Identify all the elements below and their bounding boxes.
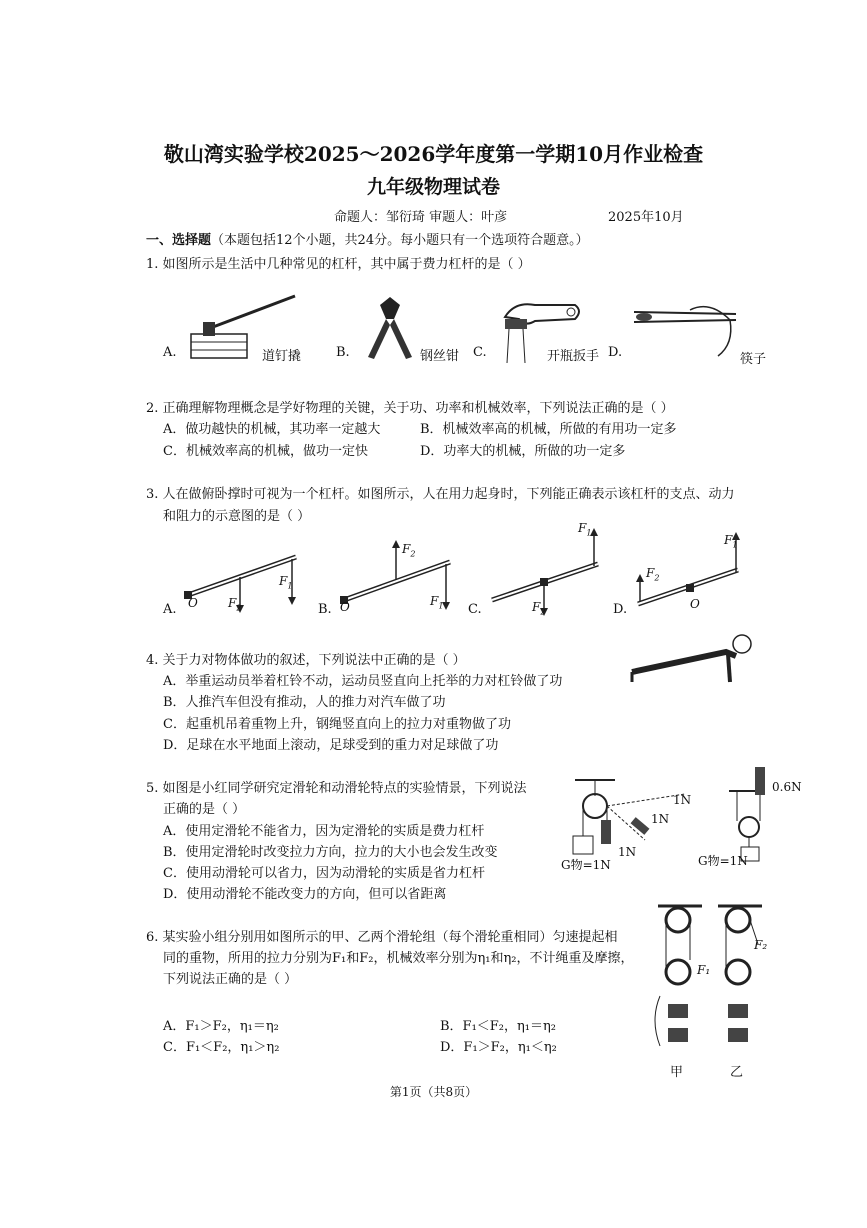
option-b[interactable]: B．使用定滑轮时改变拉力方向，拉力的大小也会发生改变 <box>163 845 498 860</box>
question-3 <box>146 483 735 502</box>
section-instructions: （本题包括12个小题，共24分。每小题只有一个选项符合题意。） <box>211 233 589 248</box>
option-c[interactable]: C. <box>468 602 482 617</box>
option-a[interactable]: A．做功越快的机械，其功率一定越大 <box>163 422 381 437</box>
option-b[interactable]: B．人推汽车但没有推动，人的推力对汽车做了功 <box>163 695 446 710</box>
option-d[interactable]: D．功率大的机械，所做的功一定多 <box>420 444 626 459</box>
option-b[interactable]: B. <box>318 602 332 617</box>
figure-label: 钢丝钳 <box>420 349 460 364</box>
question-6 <box>146 926 618 945</box>
option-a[interactable]: A．举重运动员举着杠铃不动，运动员竖直向上托举的力对杠铃做了功 <box>163 674 563 689</box>
question-number: 4. <box>146 653 159 668</box>
label-force: $F_2$ <box>646 566 660 583</box>
question-4 <box>146 649 466 668</box>
question-2 <box>146 397 674 416</box>
label-o: O <box>188 596 198 610</box>
figure-label: 1N <box>673 793 692 807</box>
figure-label: 0.6N <box>772 780 802 794</box>
label-force: $F_2$ <box>228 596 242 613</box>
question-stem: 如图所示是生活中几种常见的杠杆，其中属于费力杠杆的是（ ） <box>162 257 531 272</box>
exam-subtitle: 九年级物理试卷 <box>366 176 500 198</box>
question-5 <box>146 777 527 796</box>
question-stem: 关于力对物体做功的叙述，下列说法中正确的是（ ） <box>162 653 466 668</box>
author-line: 命题人：邹衍琦 审题人：叶彦 <box>334 210 508 225</box>
option-d[interactable]: D．F₁＞F₂，η₁＜η₂ <box>440 1040 557 1055</box>
option-c[interactable]: C．起重机吊着重物上升，钢绳竖直向上的拉力对重物做了功 <box>163 717 511 732</box>
option-a[interactable]: A. <box>163 602 177 617</box>
option-b[interactable]: B. <box>336 345 350 360</box>
question-stem: 某实验小组分别用如图所示的甲、乙两个滑轮组（每个滑轮重相同）匀速提起相 <box>162 930 618 945</box>
option-c[interactable]: C. <box>473 345 487 360</box>
option-a[interactable]: A．F₁＞F₂，η₁＝η₂ <box>163 1019 279 1034</box>
question-stem: 正确理解物理概念是学好物理的关键，关于功、功率和机械效率，下列说法正确的是（ ） <box>162 401 674 416</box>
option-b[interactable]: B．F₁＜F₂，η₁＝η₂ <box>440 1019 557 1034</box>
pulley-system-jia <box>650 900 710 1060</box>
q1-figure-pliers <box>360 295 420 365</box>
figure-label: F₁ <box>697 963 711 977</box>
question-stem-cont: 下列说法正确的是（ ） <box>163 972 298 987</box>
page-footer: 第1页（共8页） <box>389 1085 478 1099</box>
q1-figure-chopsticks <box>630 300 740 360</box>
pushup-person-figure <box>626 630 756 690</box>
figure-label: 1N <box>618 845 637 859</box>
figure-label: G物=1N <box>561 858 611 872</box>
label-force: $F_2$ <box>402 542 416 559</box>
question-stem-cont: 正确的是（ ） <box>163 802 246 817</box>
label-force: $F_2$ <box>532 600 546 617</box>
section-heading: 一、选择题 <box>146 233 212 248</box>
option-a[interactable]: A. <box>163 345 177 360</box>
question-number: 6. <box>146 930 159 945</box>
option-a[interactable]: A．使用定滑轮不能省力，因为定滑轮的实质是费力杠杆 <box>163 824 485 839</box>
figure-label: 甲 <box>670 1065 684 1080</box>
figure-label: 筷子 <box>740 352 767 367</box>
option-d[interactable]: D. <box>608 345 623 360</box>
label-o: O <box>690 597 700 611</box>
label-force: $F_1$ <box>724 533 738 550</box>
figure-label: 乙 <box>730 1065 744 1080</box>
label-o: O <box>340 600 350 614</box>
question-number: 5. <box>146 781 159 796</box>
label-force: $F_1$ <box>578 521 592 538</box>
question-number: 3. <box>146 487 159 502</box>
exam-date: 2025年10月 <box>608 210 684 225</box>
option-d[interactable]: D．足球在水平地面上滚动，足球受到的重力对足球做了功 <box>163 738 499 753</box>
figure-label: G物=1N <box>698 854 748 868</box>
option-b[interactable]: B．机械效率高的机械，所做的有用功一定多 <box>420 422 677 437</box>
option-c[interactable]: C．使用动滑轮可以省力，因为动滑轮的实质是省力杠杆 <box>163 866 485 881</box>
option-d[interactable]: D．使用动滑轮不能改变力的方向，但可以省距离 <box>163 887 447 902</box>
question-stem: 人在做俯卧撑时可视为一个杠杆。如图所示，人在用力起身时，下列能正确表示该杠杆的支点、动力 <box>162 487 735 502</box>
question-stem: 如图是小红同学研究定滑轮和动滑轮特点的实验情景，下列说法 <box>162 781 527 796</box>
question-stem-cont: 同的重物，所用的拉力分别为F₁和F₂，机械效率分别为η₁和η₂，不计绳重及摩擦， <box>163 951 634 966</box>
question-number: 2. <box>146 401 159 416</box>
figure-label: 道钉撬 <box>262 349 302 364</box>
figure-label: F₂ <box>754 938 768 952</box>
pulley-system-yi <box>710 900 770 1060</box>
option-d[interactable]: D. <box>613 602 628 617</box>
option-c[interactable]: C．机械效率高的机械，做功一定快 <box>163 444 368 459</box>
label-force: $F_1$ <box>430 594 444 611</box>
label-force: $F_1$ <box>279 574 293 591</box>
option-c[interactable]: C．F₁＜F₂，η₁＞η₂ <box>163 1040 280 1055</box>
question-number: 1. <box>146 257 159 272</box>
question-stem-cont: 和阻力的示意图的是（ ） <box>163 509 311 524</box>
q3-diagram-c <box>488 520 618 620</box>
figure-label: 1N <box>651 812 670 826</box>
question-1 <box>146 253 531 272</box>
figure-label: 开瓶扳手 <box>547 349 600 364</box>
exam-title: 敬山湾实验学校2025～2026学年度第一学期10月作业检查 <box>163 142 704 166</box>
